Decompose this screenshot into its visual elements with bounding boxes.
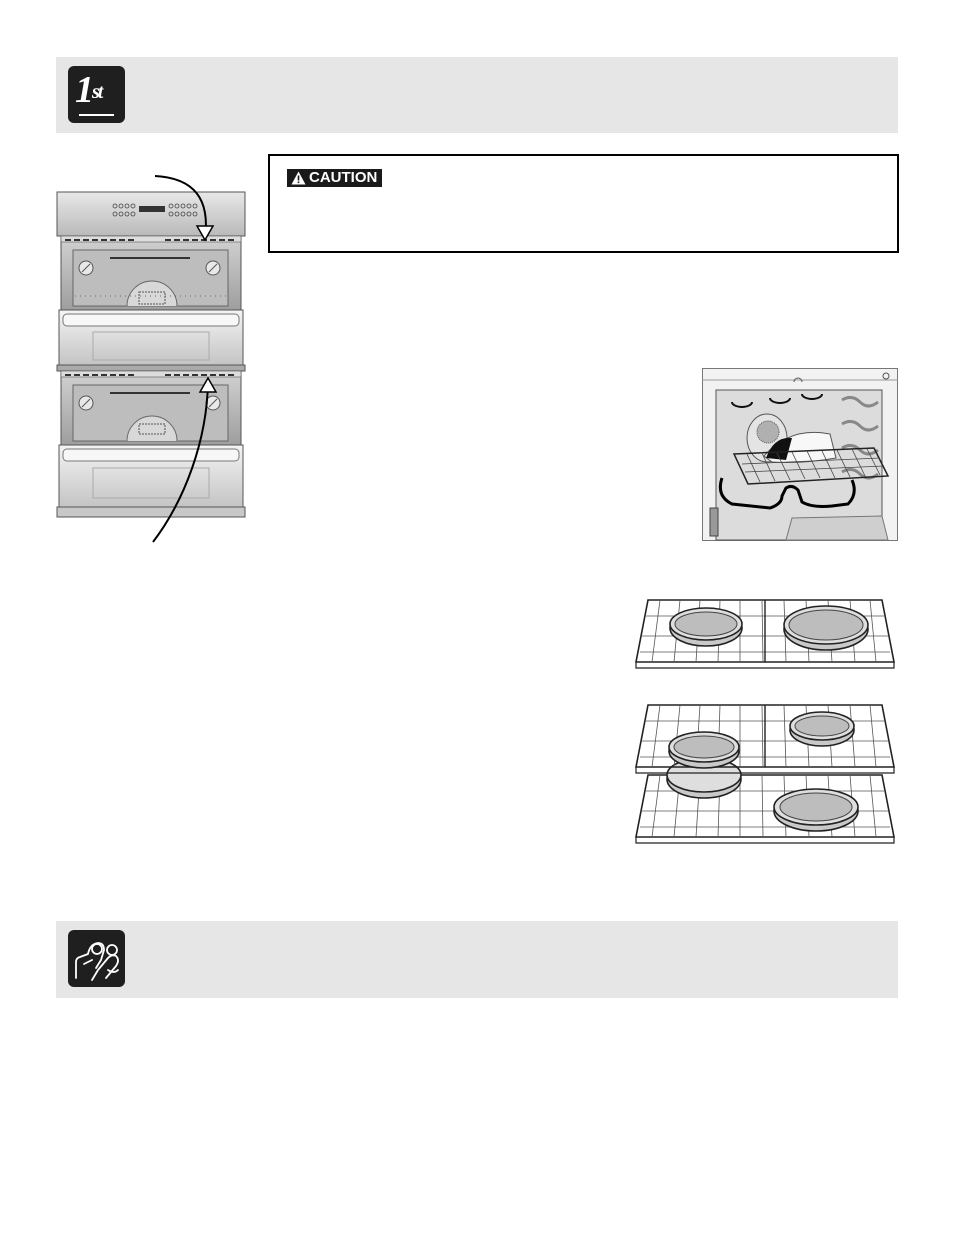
caution-label bbox=[287, 169, 382, 187]
tips-band bbox=[56, 921, 898, 998]
oven-control-panel bbox=[57, 192, 245, 236]
two-racks-four-pans-illustration bbox=[632, 701, 898, 847]
pan-upper-left bbox=[669, 732, 739, 768]
pan-left bbox=[670, 608, 742, 646]
badge-text bbox=[75, 70, 101, 110]
pan-lower-right bbox=[774, 789, 858, 831]
hands-tip-icon bbox=[68, 930, 125, 987]
badge-number: 1 bbox=[75, 69, 92, 111]
pan-right bbox=[784, 606, 868, 650]
double-oven-illustration bbox=[55, 170, 250, 545]
single-rack-two-pans-illustration bbox=[632, 596, 898, 672]
first-step-badge-icon bbox=[68, 66, 125, 123]
caution-box bbox=[268, 154, 899, 253]
oven-interior-rack-illustration bbox=[702, 368, 898, 541]
header-band bbox=[56, 57, 898, 133]
hands-drawing bbox=[68, 930, 125, 987]
pan-upper-right bbox=[790, 712, 854, 746]
badge-superscript: st bbox=[92, 81, 102, 103]
badge-underline bbox=[79, 114, 114, 116]
warning-triangle-icon bbox=[291, 171, 306, 185]
caution-text: CAUTION bbox=[309, 169, 378, 186]
